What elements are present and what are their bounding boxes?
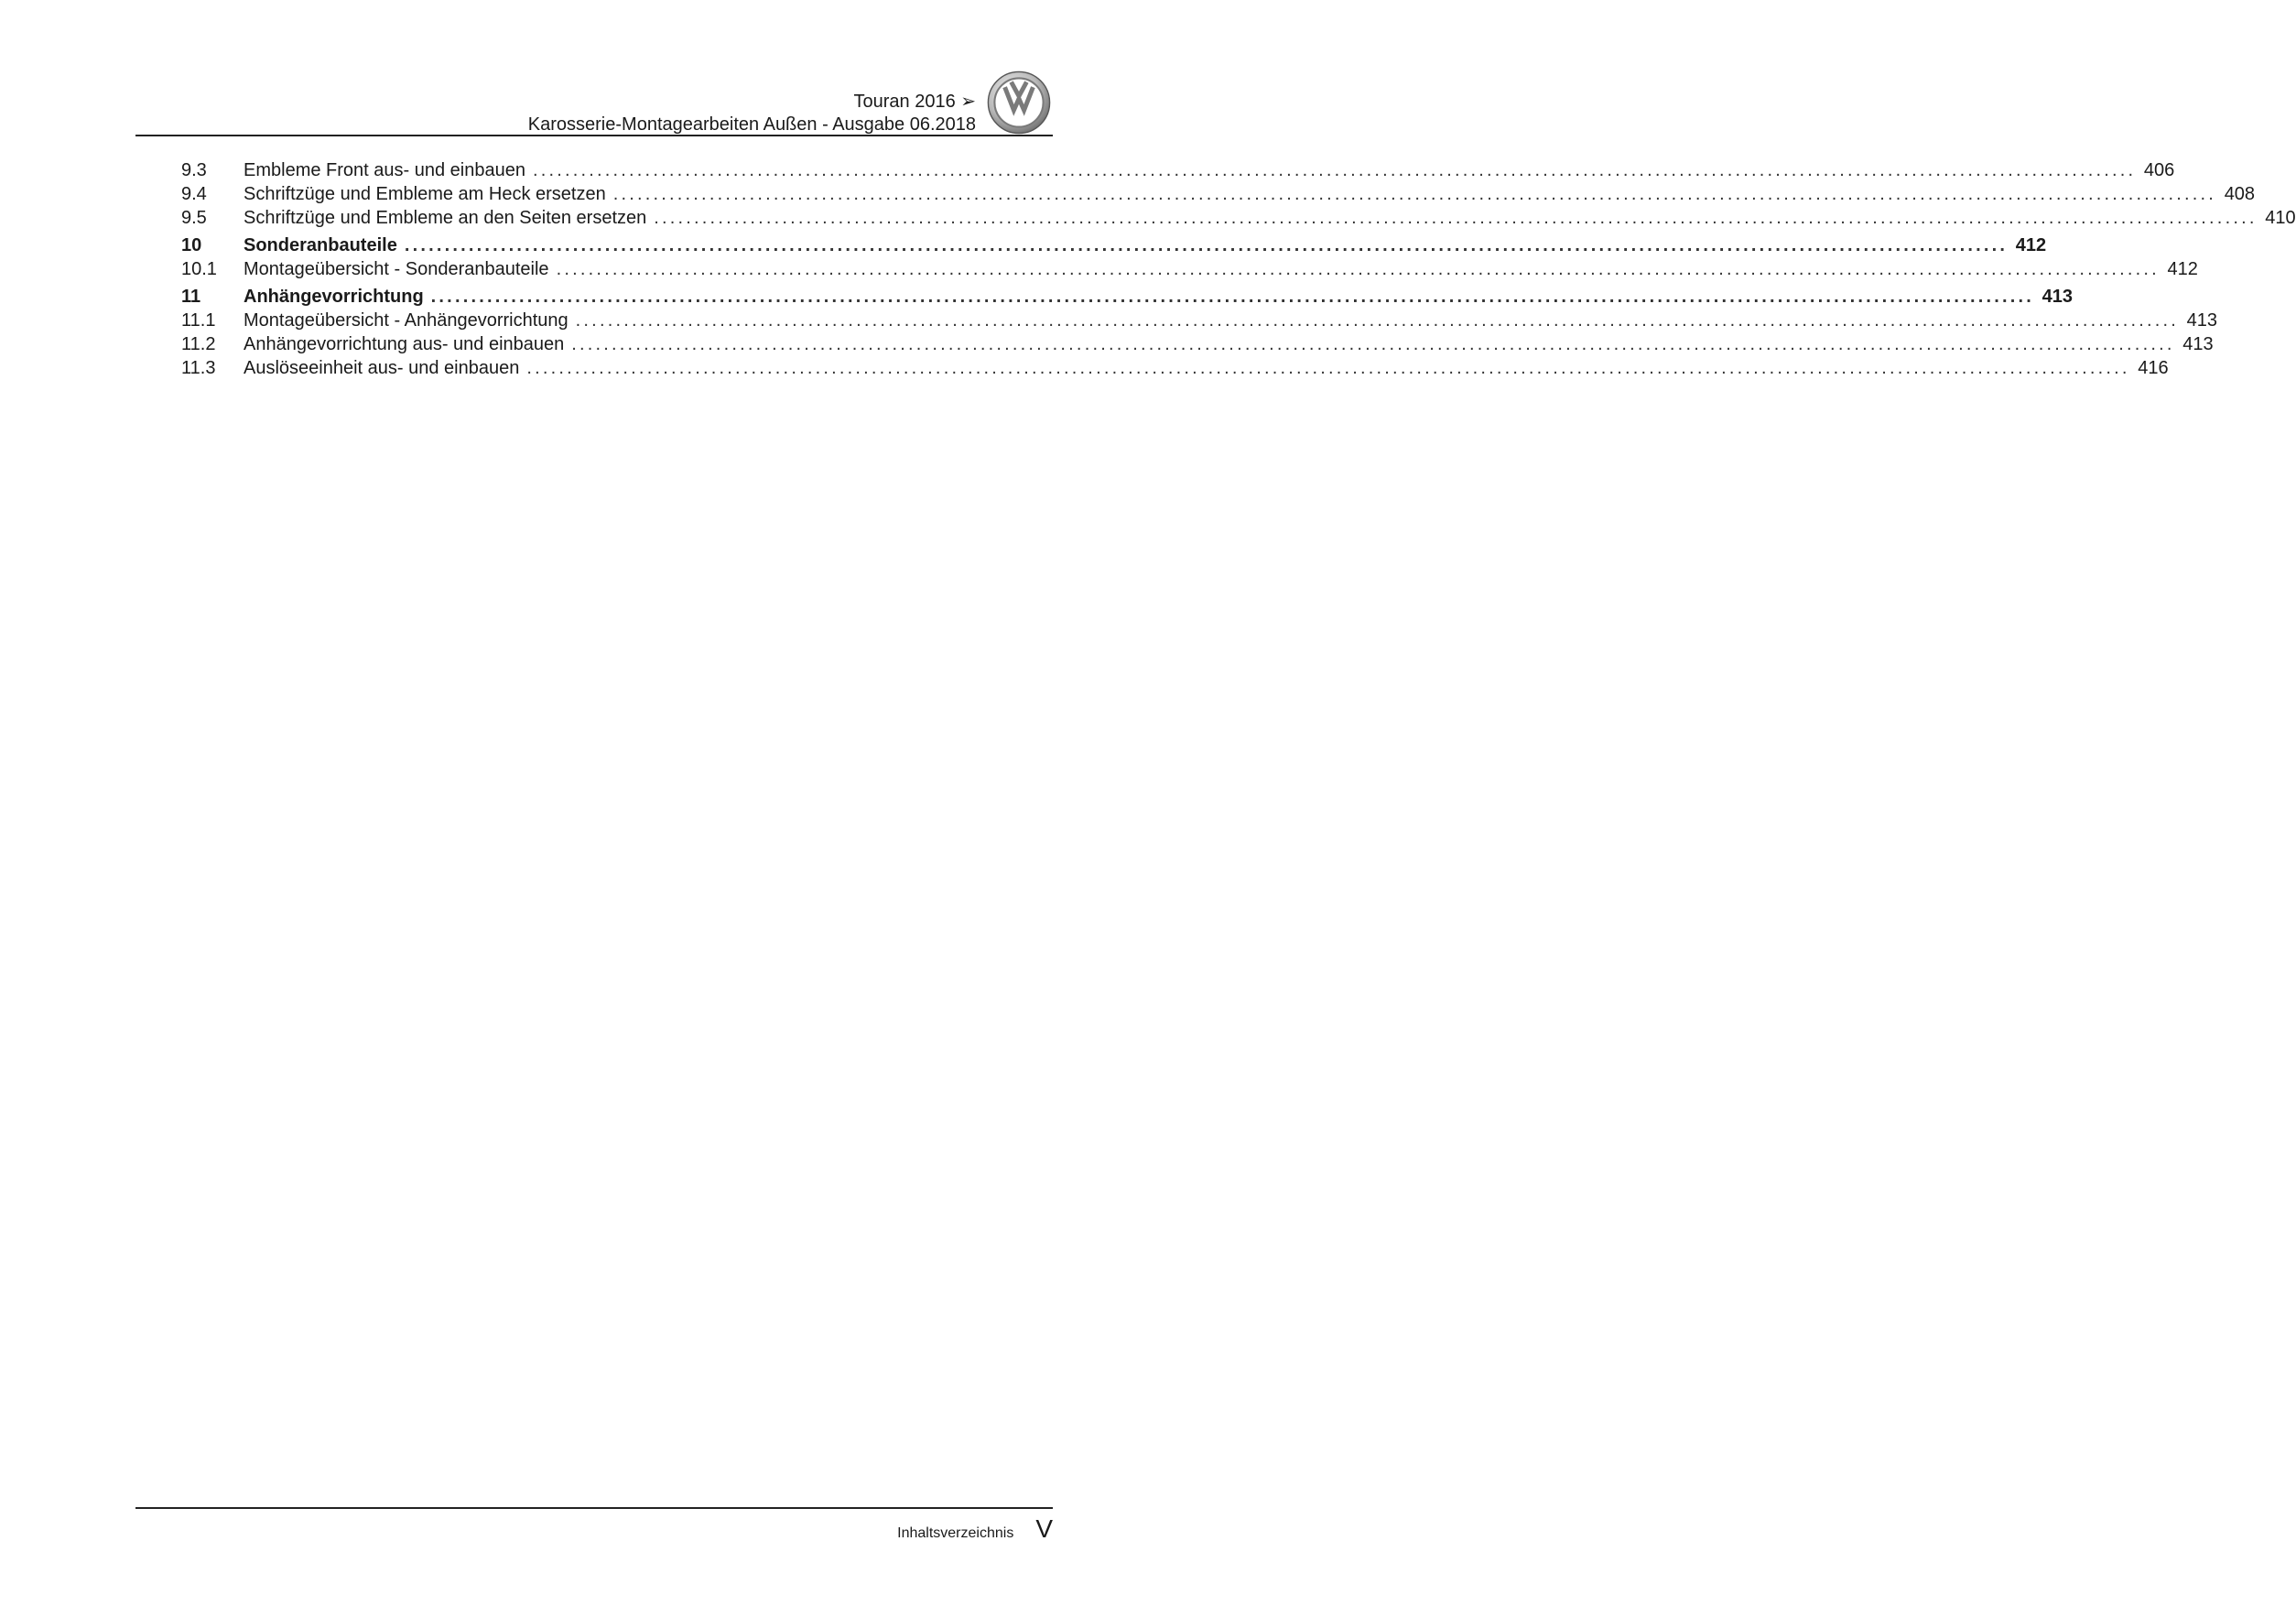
toc-entry-title: Anhängevorrichtung aus- und einbauen — [244, 334, 565, 354]
toc-entry[interactable] — [181, 206, 2296, 230]
toc-entry[interactable] — [181, 233, 2047, 257]
toc-entry-number: 11.1 — [181, 310, 216, 331]
header-title-line1: Touran 2016 ➢ — [853, 92, 976, 112]
toc-entry[interactable] — [181, 356, 2169, 380]
footer-page-number: V — [1035, 1514, 1053, 1543]
toc-dot-leader: ........................................................................................................................................................................................................ — [532, 160, 2137, 180]
toc-entry-page: 412 — [2015, 235, 2047, 255]
toc-dot-leader: ........................................................................................................................................................................................................ — [612, 184, 2217, 204]
page-header — [135, 0, 1053, 137]
toc-entry[interactable] — [181, 309, 2217, 332]
toc-entry-title: Anhängevorrichtung — [244, 287, 424, 307]
toc-entry-number: 11.3 — [181, 358, 216, 378]
toc-entry[interactable] — [181, 158, 2175, 182]
toc-entry-page: 406 — [2143, 160, 2175, 180]
toc-entry-page: 408 — [2224, 184, 2256, 204]
toc-dot-leader: ........................................................................................................................................................................................................ — [526, 358, 2130, 378]
footer-divider — [135, 1507, 1053, 1509]
toc-entry-title: Auslöseeinheit aus- und einbauen — [244, 358, 520, 378]
toc-entry-title: Sonderanbauteile — [244, 235, 397, 255]
toc-entry[interactable] — [181, 285, 2073, 309]
header-title-line2: Karosserie-Montagearbeiten Außen - Ausgabe 06.2018 — [527, 114, 976, 135]
toc-entry-page: 416 — [2138, 358, 2169, 378]
toc-entry-page: 413 — [2186, 310, 2217, 331]
toc-dot-leader: ........................................................................................................................................................................................................ — [571, 334, 2175, 354]
toc-dot-leader: ........................................................................................................................................................................................................ — [404, 235, 2009, 255]
toc-entry-page: 412 — [2167, 259, 2198, 279]
toc-entry-title: Embleme Front aus- und einbauen — [244, 160, 525, 180]
toc-entry-page: 410 — [2265, 208, 2296, 228]
toc-entry-number: 9.5 — [181, 208, 207, 228]
toc-dot-leader: ........................................................................................................................................................................................................ — [575, 310, 2179, 331]
vw-logo-icon — [987, 71, 1051, 135]
toc-entry[interactable] — [181, 332, 2214, 356]
toc-entry[interactable] — [181, 257, 2198, 281]
page-footer — [897, 1514, 1053, 1544]
toc-entry-number: 10 — [181, 235, 202, 255]
toc-entry-title: Montageübersicht - Sonderanbauteile — [244, 259, 549, 279]
toc-dot-leader: ........................................................................................................................................................................................................ — [556, 259, 2160, 279]
toc-entry-number: 9.3 — [181, 160, 207, 180]
header-divider — [135, 135, 1053, 136]
toc-entry-number: 10.1 — [181, 259, 217, 279]
toc-entry-number: 11.2 — [181, 334, 216, 354]
toc-entry-page: 413 — [2182, 334, 2214, 354]
toc-dot-leader: ........................................................................................................................................................................................................ — [654, 208, 2258, 228]
footer-section-label: Inhaltsverzeichnis — [897, 1525, 1014, 1541]
table-of-contents — [181, 158, 2296, 380]
toc-entry-page: 413 — [2041, 287, 2073, 307]
header-text — [528, 91, 976, 136]
toc-entry-title: Schriftzüge und Embleme am Heck ersetzen — [244, 184, 606, 204]
toc-dot-leader: ........................................................................................................................................................................................................ — [430, 287, 2034, 307]
toc-entry-title: Montageübersicht - Anhängevorrichtung — [244, 310, 569, 331]
toc-entry[interactable] — [181, 182, 2256, 206]
toc-entry-number: 9.4 — [181, 184, 207, 204]
toc-entry-title: Schriftzüge und Embleme an den Seiten ersetzen — [244, 208, 647, 228]
toc-entry-number: 11 — [181, 287, 201, 307]
